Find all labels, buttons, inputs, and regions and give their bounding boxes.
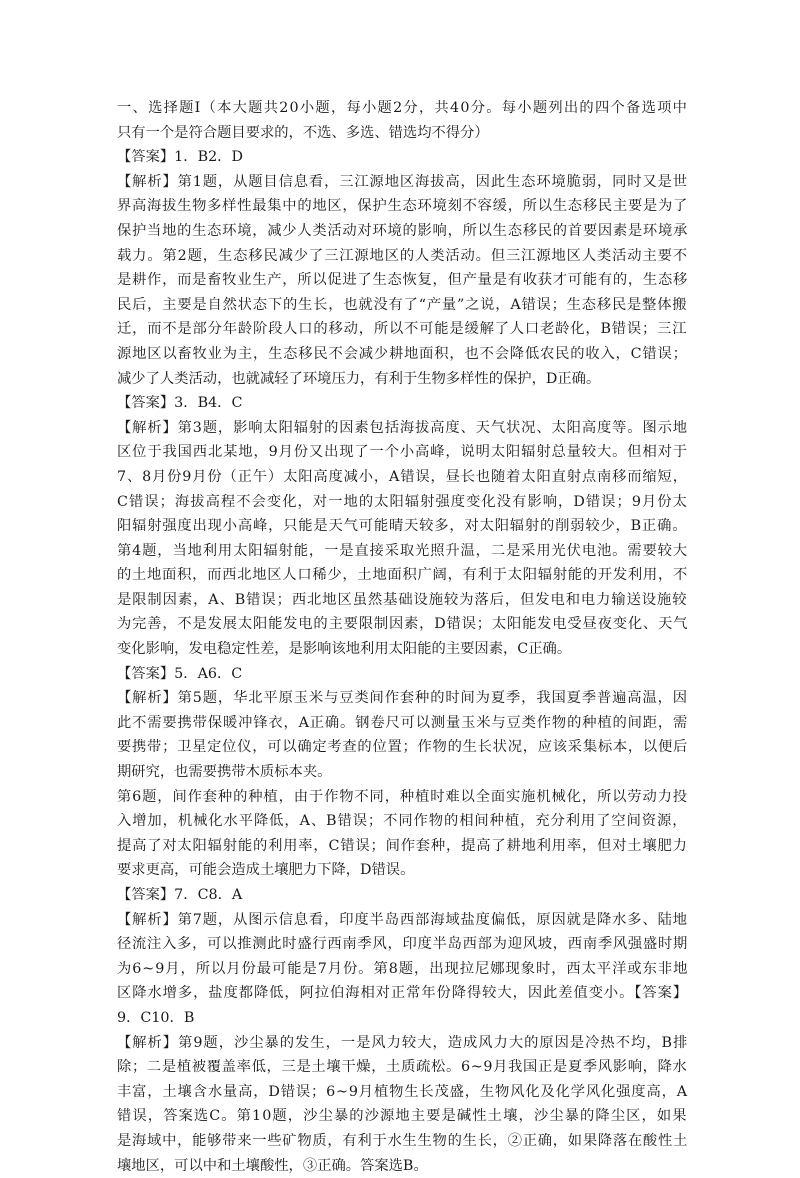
analysis-line: 为完善，不是发展太阳能发电的主要限制因素，D错误；太阳能发电受昼夜变化、天气 <box>117 616 689 633</box>
analysis-line: 载力。第2题，生态移民减少了三江源地区的人类活动。但三江源地区人类活动主要不 <box>117 247 688 264</box>
analysis-line: 丰富，土壤含水量高，D错误；6~9月植物生长茂盛，生物风化及化学风化强度高，A <box>117 1083 688 1100</box>
analysis-line: 迁，而不是部分年龄阶段人口的移动，所以不可能是缓解了人口老龄化，B错误；三江 <box>117 321 688 338</box>
analysis-line: 【解析】第1题，从题目信息看，三江源地区海拔高，因此生态环境脆弱，同时又是世 <box>117 173 688 190</box>
analysis-line: 壤地区，可以中和土壤酸性，③正确。答案选B。 <box>117 1157 428 1174</box>
answer-line: 9．C10．B <box>117 1009 195 1026</box>
answer-document <box>117 96 687 1178</box>
analysis-line: 【解析】第5题，华北平原玉米与豆类间作套种的时间为夏季，我国夏季普遍高温，因 <box>117 690 688 707</box>
analysis-line: 是耕作，而是畜牧业生产，所以促进了生态恢复，但产量是有收获才可能有的，生态移 <box>117 272 689 289</box>
analysis-line: 减少了人类活动，也就减轻了环境压力，有利于生物多样性的保护，D正确。 <box>117 370 601 387</box>
analysis-line: 径流注入多，可以推测此时盛行西南季风，印度半岛西部为迎风坡，西南季风强盛时期 <box>117 936 689 953</box>
analysis-line: 第6题，间作套种的种植，由于作物不同，种植时难以全面实施机械化，所以劳动力投 <box>117 788 688 805</box>
analysis-line: 是限制因素，A、B错误；西北地区虽然基础设施较为落后，但发电和电力输送设施较 <box>117 591 688 608</box>
analysis-line: 7、8月份9月份（正午）太阳高度减小，A错误，昼长也随着太阳直射点南移而缩短， <box>117 468 688 485</box>
analysis-line: 区降水增多，盐度都降低，阿拉伯海相对正常年份降得较大，因此差值变小。【答案】 <box>117 985 689 1002</box>
analysis-line: 错误，答案选C。第10题，沙尘暴的沙源地主要是碱性土壤，沙尘暴的降尘区，如果 <box>117 1108 688 1125</box>
analysis-line: 【解析】第3题，影响太阳辐射的因素包括海拔高度、天气状况、太阳高度等。图示地 <box>117 419 688 436</box>
section-header-line: 只有一个是符合题目要求的，不选、多选、错选均不得分） <box>117 124 489 141</box>
analysis-line: 界高海拔生物多样性最集中的地区，保护生态环境刻不容缓，所以生态移民主要是为了 <box>117 198 689 215</box>
answer-line: 【答案】5．A6．C <box>117 665 243 682</box>
analysis-line: 入增加，机械化水平降低，A、B错误；不同作物的相间种植，充分利用了空间资源， <box>117 813 688 830</box>
analysis-line: 要携带；卫星定位仪，可以确定考查的位置；作物的生长状况，应该采集标本，以便后 <box>117 739 689 756</box>
analysis-line: 除；二是植被覆盖率低，三是土壤干燥，土质疏松。6~9月我国正是夏季风影响，降水 <box>117 1059 688 1076</box>
answer-line: 【答案】7．C8．A <box>117 887 243 903</box>
answer-line: 【答案】1．B2．D <box>117 149 243 166</box>
analysis-line: 第4题，当地利用太阳辐射能，一是直接采取光照升温，二是采用光伏电池。需要较大 <box>117 542 688 559</box>
analysis-line: 为6~9月，所以月份最可能是7月份。第8题，出现拉尼娜现象时，西太平洋或东非地 <box>117 960 689 977</box>
analysis-line: 源地区以畜牧业为主，生态移民不会减少耕地面积，也不会降低农民的收入，C错误； <box>117 345 688 362</box>
analysis-line: 此不需要携带保暖冲锋衣，A正确。钢卷尺可以测量玉米与豆类作物的种植的间距，需 <box>117 714 689 731</box>
analysis-line: 【解析】第7题，从图示信息看，印度半岛西部海域盐度偏低，原因就是降水多、陆地 <box>117 911 688 928</box>
analysis-line: 变化影响，发电稳定性差，是影响该地利用太阳能的主要因素，C正确。 <box>117 641 572 658</box>
analysis-line: 要求更高，可能会造成土壤肥力下降，D错误。 <box>117 862 415 879</box>
analysis-line: 提高了对太阳辐射能的利用率，C错误；间作套种，提高了耕地利用率，但对土壤肥力 <box>117 837 688 854</box>
analysis-line: 区位于我国西北某地，9月份又出现了一个小高峰，说明太阳辐射总量较大。但相对于 <box>117 444 688 461</box>
analysis-line: 保护当地的生态环境，减少人类活动对环境的影响，所以生态移民的首要因素是环境承 <box>117 222 689 239</box>
answer-line: 【答案】3．B4．C <box>117 395 243 412</box>
analysis-line: 【解析】第9题，沙尘暴的发生，一是风力较大，造成风力大的原因是冷热不均，B排 <box>117 1034 689 1051</box>
section-header-line: 一、选择题Ⅰ（本大题共20小题，每小题2分，共40分。每小题列出的四个备选项中 <box>117 100 689 116</box>
analysis-line: 民后，主要是自然状态下的生长，也就没有了“产量”之说，A错误；生态移民是整体搬 <box>117 296 688 313</box>
analysis-line: 期研究，也需要携带木质标本夹。 <box>117 764 332 781</box>
analysis-line: 阳辐射强度出现小高峰，只能是天气可能晴天较多，对太阳辐射的削弱较少，B正确。 <box>117 518 688 535</box>
analysis-line: 是海域中，能够带来一些矿物质，有利于水生生物的生长，②正确，如果降落在酸性土 <box>117 1132 689 1149</box>
analysis-line: 的土地面积，而西北地区人口稀少，土地面积广阔，有利于太阳辐射能的开发利用，不 <box>117 567 689 584</box>
analysis-line: C错误；海拔高程不会变化，对一地的太阳辐射强度变化没有影响，D错误；9月份太 <box>117 493 688 510</box>
